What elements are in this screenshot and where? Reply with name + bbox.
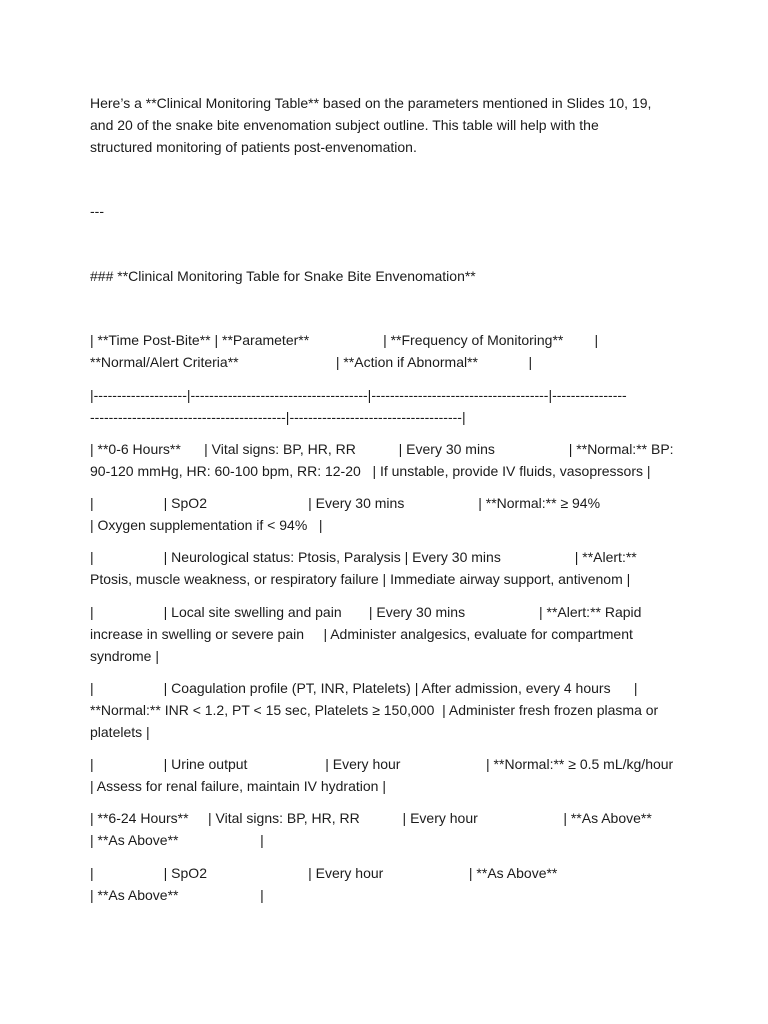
table-heading: ### **Clinical Monitoring Table for Snake Bite Envenomation** (90, 268, 476, 284)
table-row-8-line-1: | | SpO2 | Every hour | **As Above** (90, 865, 558, 881)
table-row-3-line-2: Ptosis, muscle weakness, or respiratory failure | Immediate airway support, antivenom | (90, 571, 631, 587)
intro-line-3: structured monitoring of patients post-envenomation. (90, 139, 417, 155)
table-row-8-line-2: | **As Above** | (90, 887, 264, 903)
intro-line-2: and 20 of the snake bite envenomation subject outline. This table will help with the (90, 117, 599, 133)
table-header-line-2: **Normal/Alert Criteria** | **Action if Abnormal** | (90, 354, 533, 370)
table-row-4-line-3: syndrome | (90, 648, 159, 664)
table-divider-line-2: ------------------------------------------|-------------------------------------| (90, 409, 466, 425)
table-row-7-line-1: | **6-24 Hours** | Vital signs: BP, HR, RR | Every hour | **As Above** (90, 810, 652, 826)
table-header-line-1: | **Time Post-Bite** | **Parameter** | **Frequency of Monitoring** | (90, 332, 599, 348)
separator: --- (90, 203, 104, 219)
table-row-4-line-2: increase in swelling or severe pain | Administer analgesics, evaluate for compartment (90, 626, 633, 642)
table-row-2-line-1: | | SpO2 | Every 30 mins | **Normal:** ≥ 94% (90, 495, 601, 511)
document-page (90, 0, 686, 1024)
table-row-7-line-2: | **As Above** | (90, 832, 264, 848)
table-row-2-line-2: | Oxygen supplementation if < 94% | (90, 517, 323, 533)
table-row-6-line-2: | Assess for renal failure, maintain IV hydration | (90, 778, 386, 794)
table-row-5-line-2: **Normal:** INR < 1.2, PT < 15 sec, Platelets ≥ 150,000 | Administer fresh frozen plasma or (90, 702, 659, 718)
table-row-1-line-1: | **0-6 Hours** | Vital signs: BP, HR, RR | Every 30 mins | **Normal:** BP: (90, 441, 674, 457)
table-row-5-line-1: | | Coagulation profile (PT, INR, Platelets) | After admission, every 4 hours | (90, 680, 638, 696)
table-row-3-line-1: | | Neurological status: Ptosis, Paralysis | Every 30 mins | **Alert:** (90, 549, 637, 565)
table-divider-line-1: |--------------------|--------------------------------------|--------------------------------------|---------------- (90, 387, 627, 403)
table-row-1-line-2: 90-120 mmHg, HR: 60-100 bpm, RR: 12-20 | If unstable, provide IV fluids, vasopressors | (90, 463, 651, 479)
table-row-5-line-3: platelets | (90, 724, 150, 740)
table-row-6-line-1: | | Urine output | Every hour | **Normal:** ≥ 0.5 mL/kg/hour (90, 756, 674, 772)
table-row-4-line-1: | | Local site swelling and pain | Every 30 mins | **Alert:** Rapid (90, 604, 642, 620)
intro-line-1: Here’s a **Clinical Monitoring Table** based on the parameters mentioned in Slides 10, 19, (90, 95, 652, 111)
